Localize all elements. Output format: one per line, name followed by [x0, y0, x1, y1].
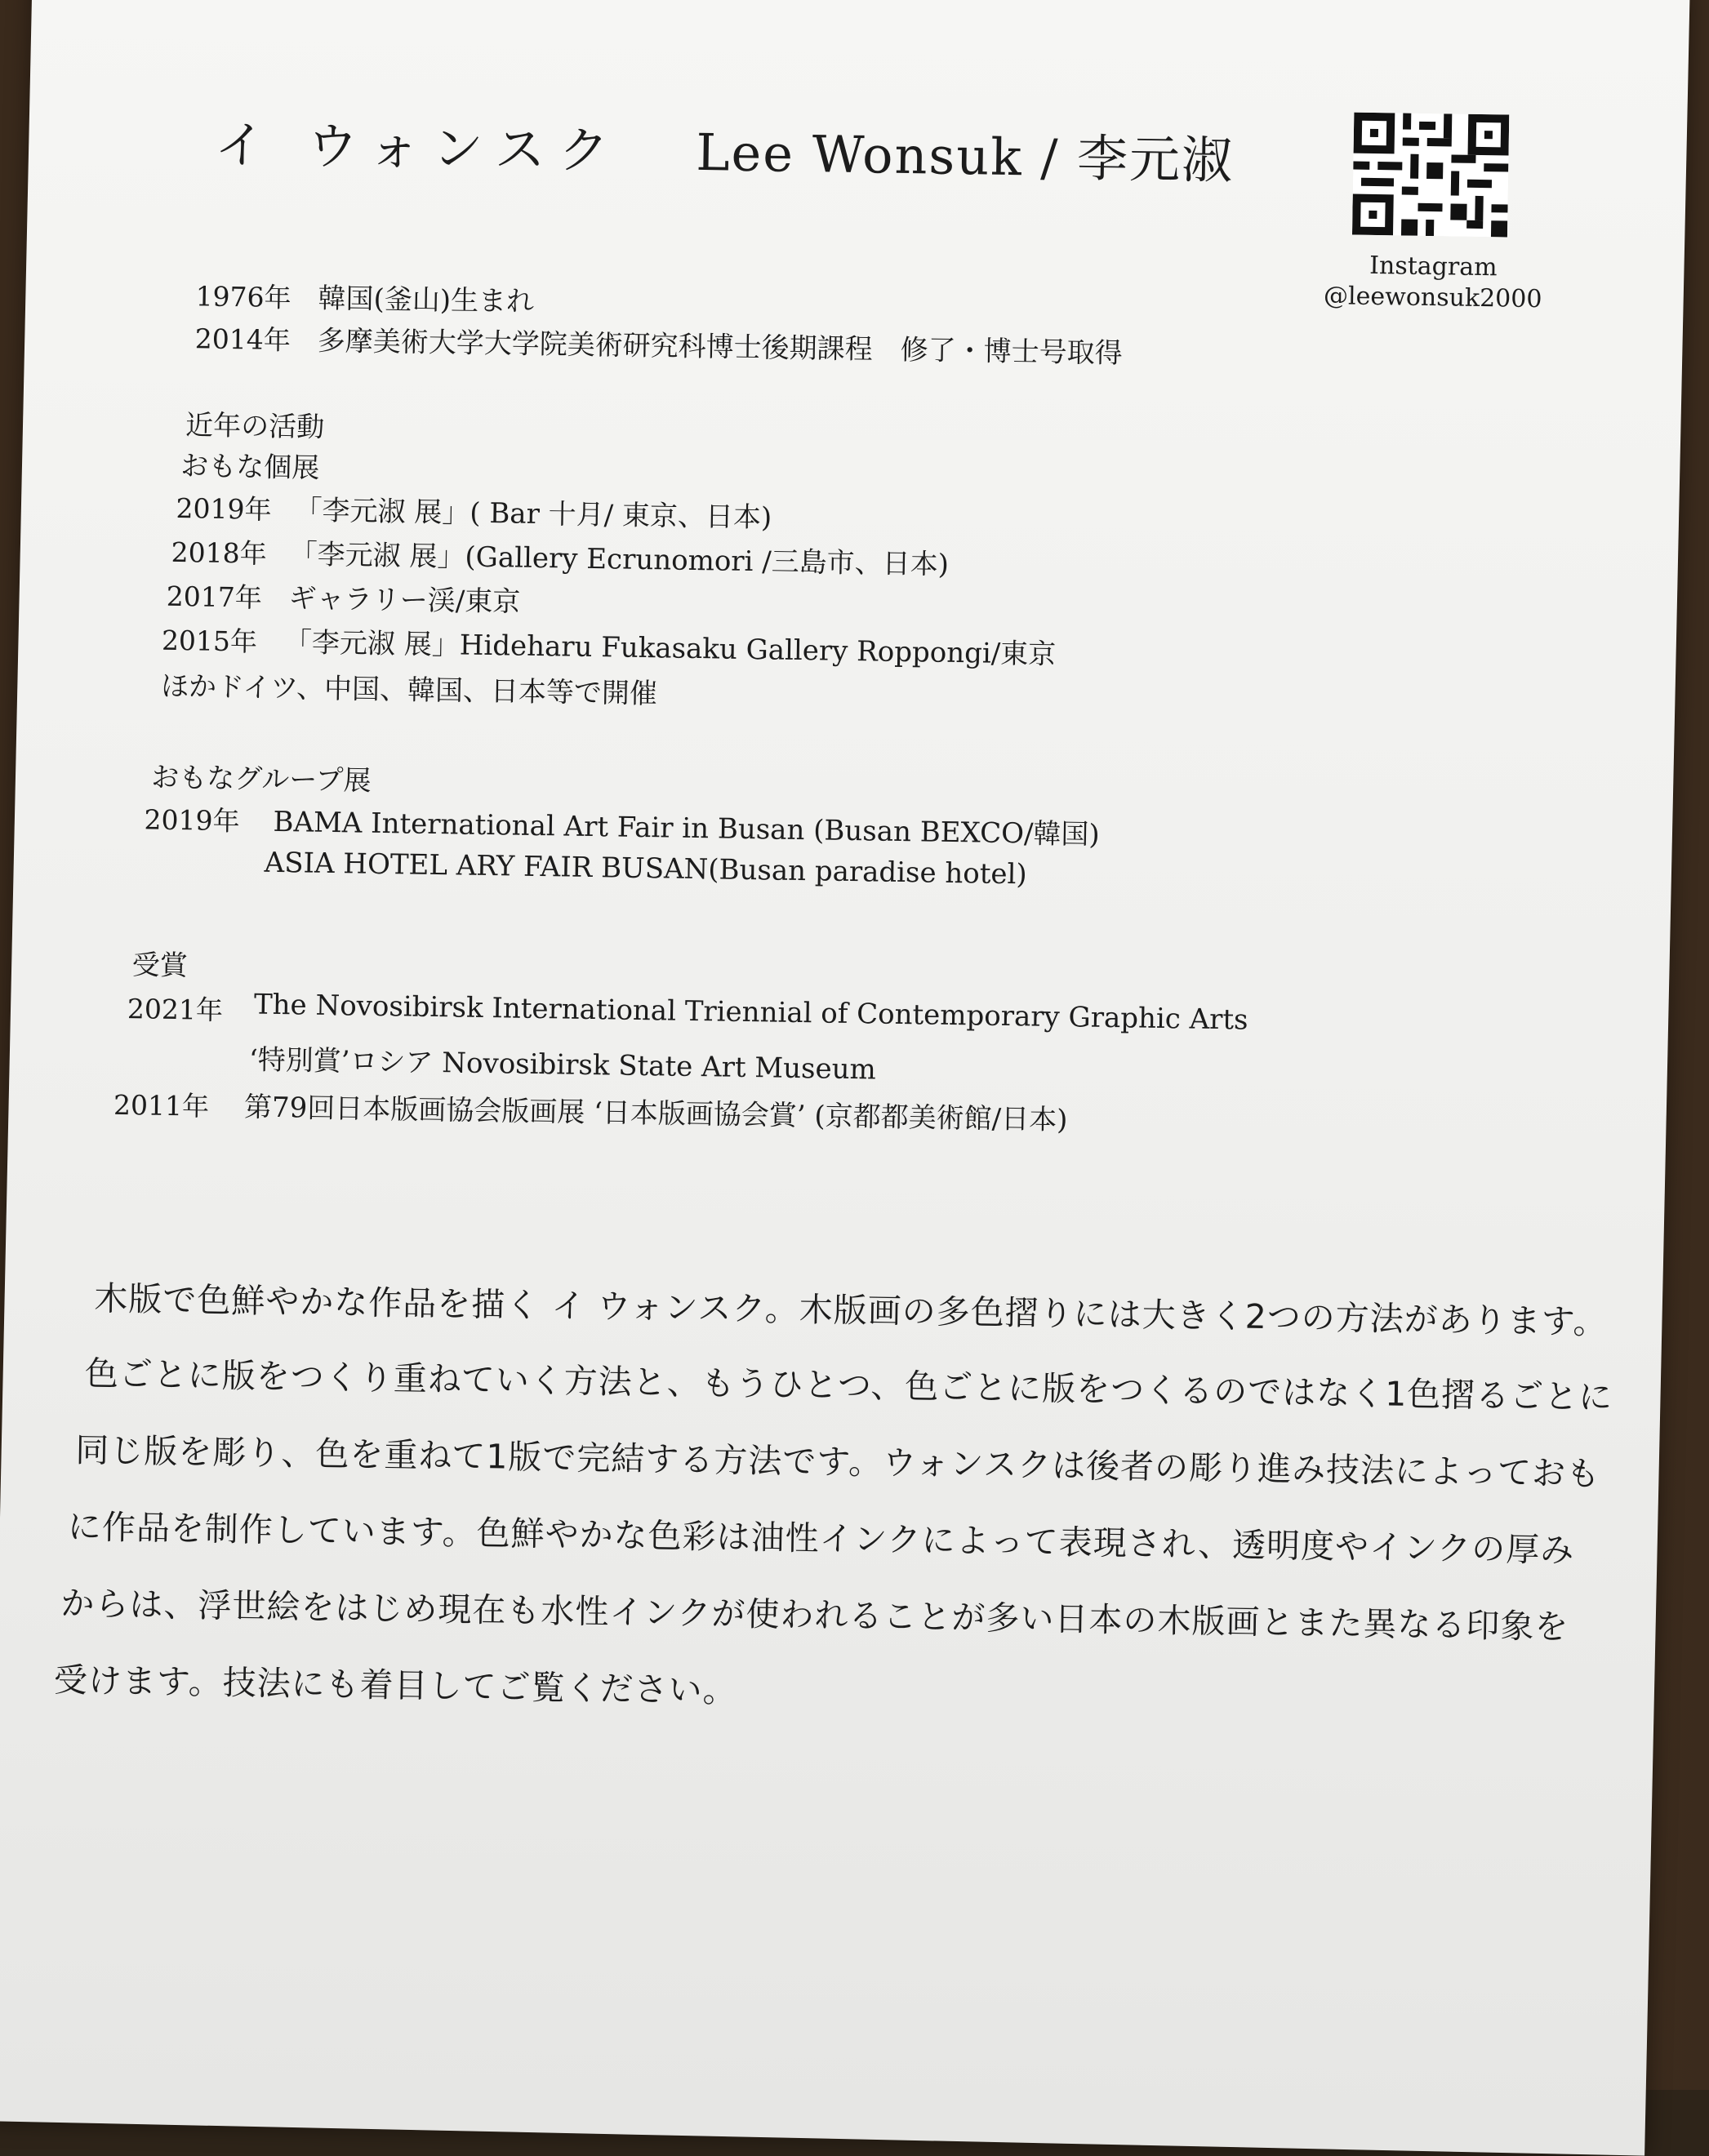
description-line: に作品を制作しています。色鮮やかな色彩は油性インクによって表現され、透明度やインクの厚み — [67, 1507, 1575, 1571]
solo-year: 2017年 — [166, 580, 263, 614]
artist-name-katakana: イ ウォンスク — [213, 114, 623, 181]
solo-text: 「李元淑 展」(Gallery Ecrunomori /三島市、日本) — [289, 538, 950, 581]
bio-year: 2014年 — [194, 322, 292, 357]
solo-text: 「李元淑 展」( Bar 十月/ 東京、日本) — [294, 494, 772, 535]
solo-text: 「李元淑 展」Hideharu Fukasaku Gallery Roppongi/東京 — [283, 626, 1057, 671]
solo-year: 2019年 — [176, 491, 272, 526]
instagram-handle: @leewonsuk2000 — [1323, 282, 1542, 314]
award-year: 2021年 — [127, 993, 224, 1026]
solo-text: ギャラリー渓/東京 — [288, 582, 521, 619]
description-line: 色ごとに版をつくり重ねていく方法と、もうひとつ、色ごとに版をつくるのではなく1色摺るごとに — [84, 1354, 1613, 1417]
awards-heading: 受賞 — [131, 949, 189, 983]
solo-year: 2015年 — [161, 624, 258, 658]
bio-text: 韓国(釜山)生まれ — [318, 282, 535, 318]
group-text: BAMA International Art Fair in Busan (Busan BEXCO/韓国) — [273, 805, 1101, 851]
description-line: 同じ版を彫り、色を重ねて1版で完結する方法です。ウォンスクは後者の彫り進み技法によっておも — [75, 1430, 1601, 1494]
recent-heading: 近年の活動 — [185, 409, 325, 444]
instagram-label: Instagram — [1369, 251, 1498, 282]
award-text: ‘特別賞’ロシア Novosibirsk State Art Museum — [248, 1043, 877, 1087]
solo-note: ほかドイツ、中国、韓国、日本等で開催 — [160, 669, 658, 711]
description-line: からは、浮世絵をはじめ現在も水性インクが使われることが多い日本の木版画とまた異なる印象を — [60, 1583, 1569, 1647]
description-line: 受けます。技法にも着目してご覧ください。 — [53, 1660, 737, 1710]
bio-year: 1976年 — [195, 280, 292, 314]
solo-year: 2018年 — [171, 536, 267, 570]
description-line: 木版で色鮮やかな作品を描く イ ウォンスク。木版画の多色摺りには大きく2つの方法があります。 — [93, 1278, 1608, 1342]
group-text: ASIA HOTEL ARY FAIR BUSAN(Busan paradise hotel) — [264, 846, 1028, 891]
artist-name-latin: Lee Wonsuk / 李元淑 — [695, 122, 1235, 191]
group-year: 2019年 — [144, 803, 240, 838]
group-heading: おもなグループ展 — [151, 761, 372, 798]
award-text: 第79回日本版画協会版画展 ‘日本版画協会賞’ (京都都美術館/日本) — [243, 1091, 1068, 1137]
solo-heading: おもな個展 — [180, 450, 320, 485]
award-year: 2011年 — [113, 1088, 210, 1122]
award-text: The Novosibirsk International Triennial of Contemporary Graphic Arts — [253, 988, 1248, 1037]
qr-code-icon — [1352, 113, 1509, 238]
bio-text: 多摩美術大学大学院美術研究科博士後期課程 修了・博士号取得 — [317, 324, 1123, 371]
